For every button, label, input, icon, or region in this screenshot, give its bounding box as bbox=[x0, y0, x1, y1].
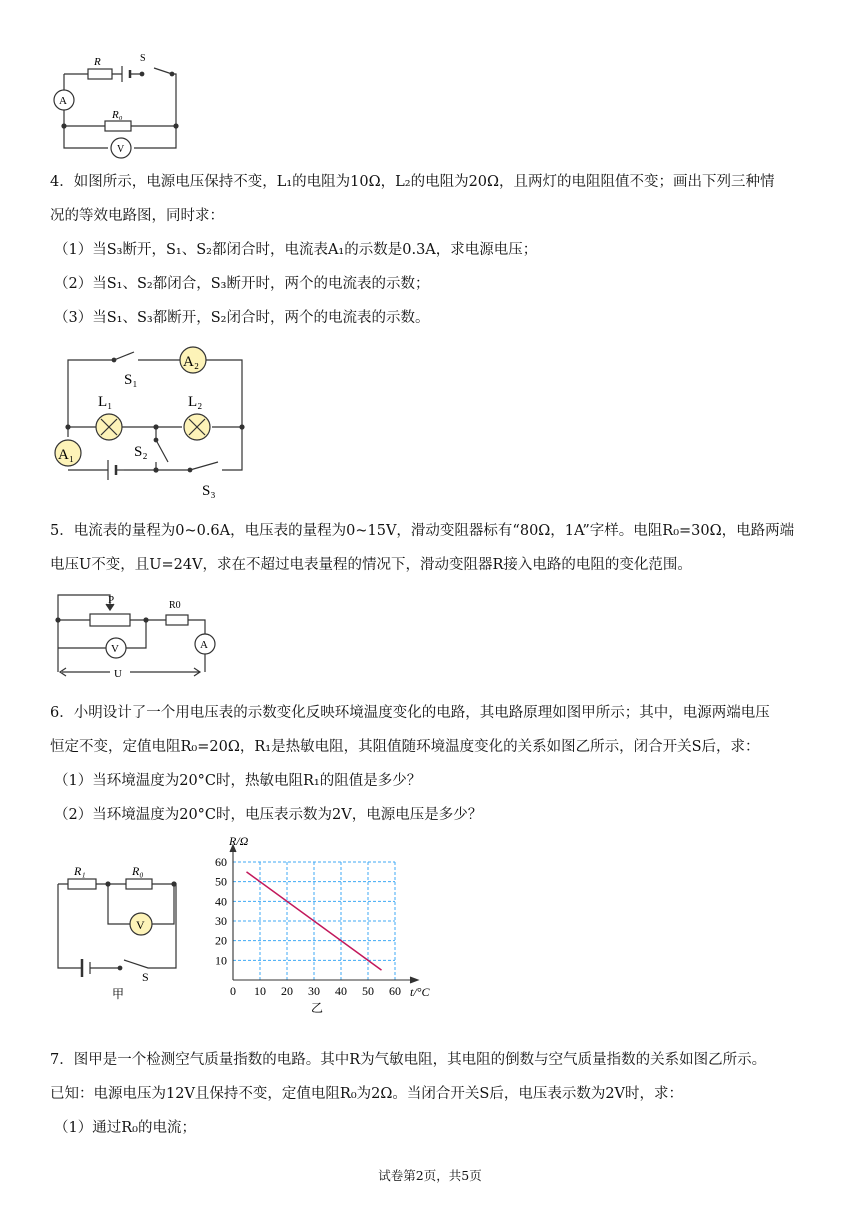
label-r: R bbox=[94, 56, 101, 68]
q6-line1: 6．小明设计了一个用电压表的示数变化反映环境温度变化的电路，其电路原理如图甲所示；其中，电源两端电压 bbox=[50, 705, 770, 721]
q6-line2: 恒定不变，定值电阻R₀=20Ω，R₁是热敏电阻，其阻值随环境温度变化的关系如图乙所示，闭合开关S后，求： bbox=[50, 739, 760, 755]
q7-line1: 7．图甲是一个检测空气质量指数的电路。其中R为气敏电阻，其电阻的倒数与空气质量指数的关系如图乙所示。 bbox=[50, 1052, 767, 1068]
resistance-temperature-chart bbox=[205, 832, 445, 1015]
y-tick-label: 10 bbox=[215, 953, 227, 968]
circuit-diagram-top bbox=[50, 48, 190, 160]
circuit-diagram-q5 bbox=[50, 590, 225, 685]
x-tick-label: 10 bbox=[254, 984, 266, 998]
caption-jia: 甲 bbox=[112, 987, 125, 1001]
label-s1: S₁ bbox=[124, 372, 138, 388]
x-tick-label: 30 bbox=[308, 984, 320, 998]
q4-part1: （1）当S₃断开，S₁、S₂都闭合时，电流表A₁的示数是0.3A，求电源电压； bbox=[54, 242, 538, 258]
label-r0: R0 bbox=[169, 600, 181, 611]
q6-part2: （2）当环境温度为20°C时，电压表示数为2V，电源电压是多少？ bbox=[54, 807, 483, 823]
ammeter-label: A bbox=[200, 639, 208, 651]
label-l2: L₂ bbox=[188, 394, 203, 410]
x-tick-label: 0 bbox=[230, 984, 236, 998]
x-tick-label: 50 bbox=[362, 984, 374, 998]
series-line bbox=[247, 872, 382, 970]
q5-line1: 5．电流表的量程为0~0.6A，电压表的量程为0~15V，滑动变阻器标有“80Ω，1A”字样。电阻R₀=30Ω，电路两端 bbox=[50, 523, 795, 539]
label-s3: S₃ bbox=[202, 483, 216, 499]
y-tick-label: 50 bbox=[215, 874, 227, 889]
q7-part1: （1）通过R₀的电流； bbox=[54, 1120, 196, 1136]
label-s: S bbox=[142, 970, 149, 984]
ammeter-label: A bbox=[59, 95, 67, 107]
voltmeter-label: V bbox=[111, 643, 119, 655]
q4-intro-line2: 况的等效电路图，同时求： bbox=[50, 208, 224, 224]
label-r0: R₀ bbox=[112, 109, 123, 121]
label-r1: R₁ bbox=[74, 864, 86, 878]
y-tick-label: 20 bbox=[215, 933, 227, 948]
ammeter-a1-label: A₁ bbox=[58, 447, 75, 463]
voltmeter-label: V bbox=[136, 918, 145, 932]
label-u: U bbox=[114, 668, 122, 680]
q6-part1: （1）当环境温度为20°C时，热敏电阻R₁的阻值是多少？ bbox=[54, 773, 422, 789]
caption-yi: 乙 bbox=[311, 1001, 324, 1015]
x-axis-label: t/°C bbox=[410, 985, 430, 999]
q7-line2: 已知：电源电压为12V且保持不变，定值电阻R₀为2Ω。当闭合开关S后，电压表示数为2V时，求： bbox=[50, 1086, 684, 1102]
circuit-diagram-q6-jia bbox=[50, 858, 195, 1001]
circuit-diagram-q4 bbox=[50, 340, 250, 505]
y-tick-label: 60 bbox=[215, 855, 227, 869]
x-tick-label: 20 bbox=[281, 984, 293, 998]
q4-intro-line1: 4．如图所示，电源电压保持不变，L₁的电阻为10Ω，L₂的电阻为20Ω，且两灯的电阻阻值不变；画出下列三种情 bbox=[50, 174, 775, 190]
y-tick-label: 30 bbox=[215, 914, 227, 928]
x-tick-label: 40 bbox=[335, 984, 347, 998]
y-axis-label: R/Ω bbox=[229, 834, 249, 848]
voltmeter-label: V bbox=[117, 144, 125, 155]
q4-part2: （2）当S₁、S₂都闭合，S₃断开时，两个的电流表的示数； bbox=[54, 276, 430, 292]
label-s: S bbox=[140, 53, 146, 64]
label-p: P bbox=[108, 594, 115, 606]
y-tick-label: 40 bbox=[215, 894, 227, 909]
q4-part3: （3）当S₁、S₃都断开，S₂闭合时，两个的电流表的示数。 bbox=[54, 310, 430, 326]
label-l1: L₁ bbox=[98, 394, 113, 410]
x-tick-label: 60 bbox=[389, 984, 401, 998]
page-footer: 试卷第2页，共5页 bbox=[378, 1168, 482, 1183]
label-r0: R₀ bbox=[132, 864, 144, 878]
q5-line2: 电压U不变，且U=24V，求在不超过电表量程的情况下，滑动变阻器R接入电路的电阻的变化范围。 bbox=[50, 557, 692, 573]
label-s2: S₂ bbox=[134, 444, 148, 460]
ammeter-a2-label: A₂ bbox=[183, 354, 200, 370]
